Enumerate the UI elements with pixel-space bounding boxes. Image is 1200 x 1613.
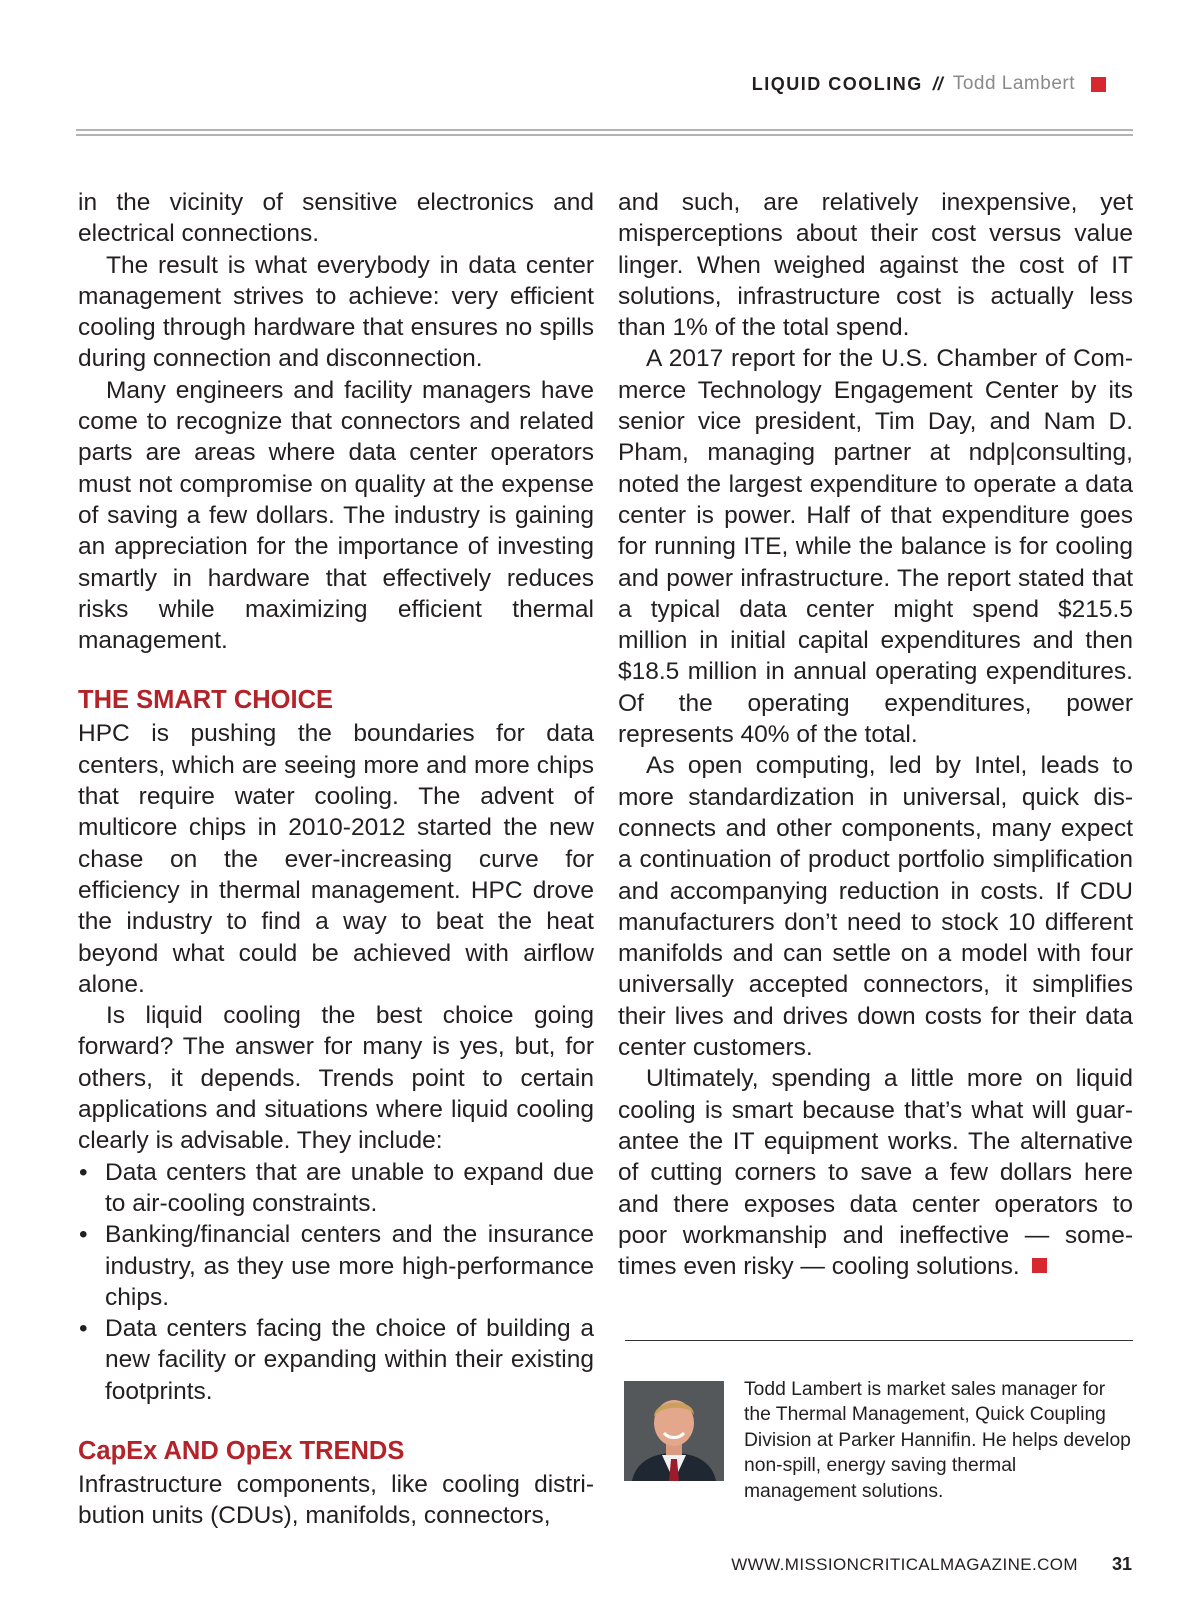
bullet-item: • Data centers facing the choice of building a new facility or expanding within their existing footprints. (78, 1313, 594, 1407)
right-paragraph-4 (618, 1063, 1133, 1282)
left-paragraph-5: Is liquid cooling the best choice going forward? The answer for many is yes, but, for others, it depends. Trends point to certain applications and situations where liquid cooling clearly is advisable. They include: (78, 1002, 594, 1155)
header-separator: // (932, 73, 943, 94)
header-rule-bottom (76, 134, 1133, 136)
section-heading-capex-opex: CapEx AND OpEx TRENDS (78, 1436, 405, 1465)
bio-divider (625, 1340, 1133, 1341)
section-heading-smart-choice: THE SMART CHOICE (78, 686, 333, 715)
header-red-square-icon (1091, 77, 1106, 92)
left-paragraph-1: in the vicinity of sensitive electronics and electrical connections. (78, 189, 594, 248)
right-paragraph-3: As open computing, led by Intel, leads to more standardization in universal, quick disconnects and other components, many expect a continuation of product portfolio simplification and accompanying reduction in costs. If CDU manufacturers don’t need to stock 10 different manifolds and can settle on a model with four universally accepted connectors, it simplifies their lives and drives down costs for their data center customers. (618, 752, 1133, 1062)
end-mark-square-icon (1032, 1258, 1047, 1273)
right-paragraph-4-text: Ultimately, spending a little more on liquid cooling is smart because that’s what will guarantee the IT equipment works. The alternative of cutting corners to save a few dollars here and there exposes data center operators to poor workmanship and ineffective — sometimes even risky — cooling solutions. (618, 1065, 1133, 1281)
header-rule-top (76, 129, 1133, 131)
right-paragraph-2: A 2017 report for the U.S. Chamber of Commerce Technology Engagement Center by its senior vice president, Tim Day, and Nam D. Pham, managing partner at ndp|consulting, noted the largest expenditure to operate a data center is power. Half of that expenditure goes for running ITE, while the balance is for cooling and power infrastructure. The report stated that a typical data center might spend $215.5 million in initial capital expenditures and then $18.5 million in annual operating expenditures. Of the operating expenditures, power represents 40% of the total. (618, 345, 1133, 749)
right-paragraph-1: and such, are relatively inexpensive, yet misperceptions about their cost versus value linger. When weighed against the cost of IT solutions, infrastructure cost is actually less than 1% of the total spend. (618, 189, 1133, 342)
author-bio: Todd Lambert is market sales manager for the Thermal Management, Quick Coupling Division at Parker Hannifin. He helps develop non-spill, energy saving thermal management solutions. (744, 1379, 1131, 1502)
author-portrait-icon (624, 1381, 724, 1481)
running-header (752, 70, 1106, 98)
left-paragraph-2: The result is what everybody in data center management strives to achieve: very efficient cooling through hardware that ensures no spills during connection and disconnection. (78, 251, 594, 373)
bullet-item: • Data centers that are unable to expand due to air-cooling constraints. (78, 1157, 594, 1220)
author-photo (624, 1381, 724, 1481)
bullet-list (78, 1157, 594, 1407)
header-author: Todd Lambert (952, 73, 1075, 94)
left-paragraph-6: Infrastructure components, like cooling distribution units (CDUs), manifolds, connectors, (78, 1470, 594, 1530)
bullet-item: • Banking/financial centers and the insurance industry, as they use more high-performance chips. (78, 1219, 594, 1313)
right-column (618, 187, 1133, 1282)
page-footer (731, 1554, 1132, 1575)
magazine-url[interactable]: WWW.MISSIONCRITICALMAGAZINE.COM (731, 1554, 1078, 1574)
left-column (78, 187, 594, 1532)
left-paragraph-4: HPC is pushing the boundaries for data centers, which are seeing more and more chips that require water cooling. The advent of multicore chips in 2010-2012 started the new chase on the ever-increasing curve for efficiency in thermal management. HPC drove the industry to find a way to beat the heat beyond what could be achieved with airflow alone. (78, 720, 594, 998)
page-number: 31 (1111, 1554, 1132, 1574)
left-paragraph-3: Many engineers and facility managers have come to recognize that connectors and related parts are areas where data center operators must not compromise on quality at the expense of saving a few dollars. The industry is gaining an appreciation for the importance of investing smartly in hardware that effectively reduces risks while maximizing efficient thermal management. (78, 376, 594, 655)
header-section-label: LIQUID COOLING (751, 73, 923, 94)
